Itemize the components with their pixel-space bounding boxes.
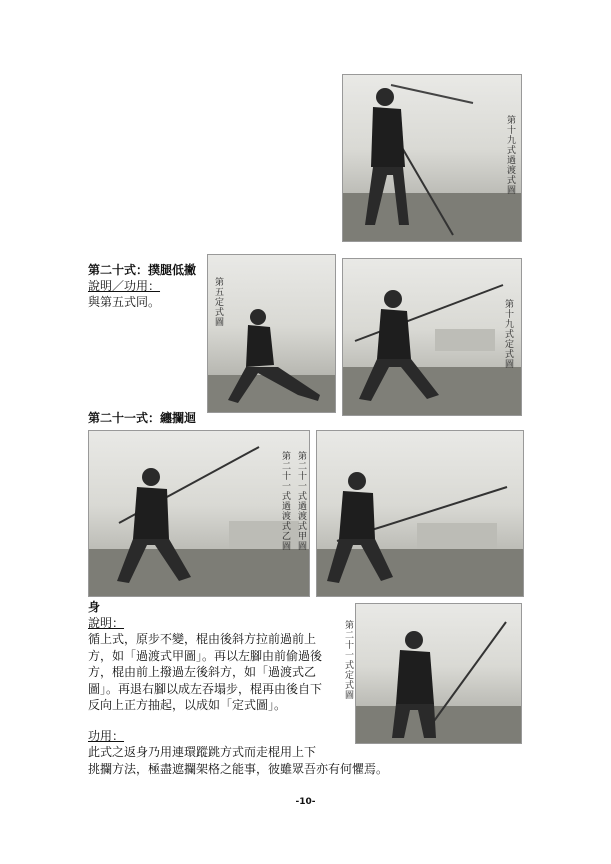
martial-artist-figure-icon [317,431,523,596]
caption-form21-transition-b: 第二十一式過渡式乙圖 [280,451,290,551]
text-line: 方，棍由前上撥過左後斜方，如「過渡式乙 [88,665,317,679]
text-line: 圖」。再退右腳以成左吞塌步，棍再由後自下 [88,681,323,696]
martial-artist-figure-icon [89,431,309,596]
martial-artist-figure-icon [356,604,521,743]
martial-artist-figure-icon [343,259,521,415]
photo-form19-transition [342,74,522,242]
text-line: 方，如「過渡式甲圖」。再以左腳由前偷過後 [88,648,323,663]
text-line: 此式之返身乃用連環蹤跳方式而走棍用上下 [88,745,317,759]
photo-form21-transition-b [88,430,310,597]
martial-artist-figure-icon [343,75,521,241]
form21-use-label: 功用： [88,729,125,743]
form20-title: 第二十式：撲腿低撇 [88,263,197,277]
photo-form20-final [207,254,336,413]
form21-title-continued: 身 [88,600,101,614]
text-line: 反向上正方抽起，以成如「定式圖」。 [88,698,287,712]
form20-text: 與第五式同。 [88,295,161,309]
photo-form21-final [343,603,522,744]
caption-form21-transition-a: 第二十一式過渡式甲圖 [296,451,306,551]
form21-explain-label: 說明： [88,616,125,630]
photo-form19-final [342,258,522,416]
martial-artist-figure-icon [208,255,335,412]
caption-form20-final: 第五定式圖 [213,277,223,327]
page-number: -10- [295,797,316,807]
form21-title: 第二十一式：纏攔迴 [88,411,197,425]
photo-form21-transition-a [296,430,524,597]
form20-explain-label: 說明／功用： [88,279,161,293]
text-line: 循上式，原步不變，棍由後斜方拉前過前上 [88,632,317,646]
caption-form19-transition: 第十九式過渡式圖 [505,115,515,195]
caption-form19-final: 第十九式定式圖 [503,299,513,369]
text-line: 挑攔方法，極盡遮攔架格之能事，彼雖眾吾亦有何懼焉。 [88,761,389,776]
caption-form21-final: 第二十一式定式圖 [343,620,353,700]
